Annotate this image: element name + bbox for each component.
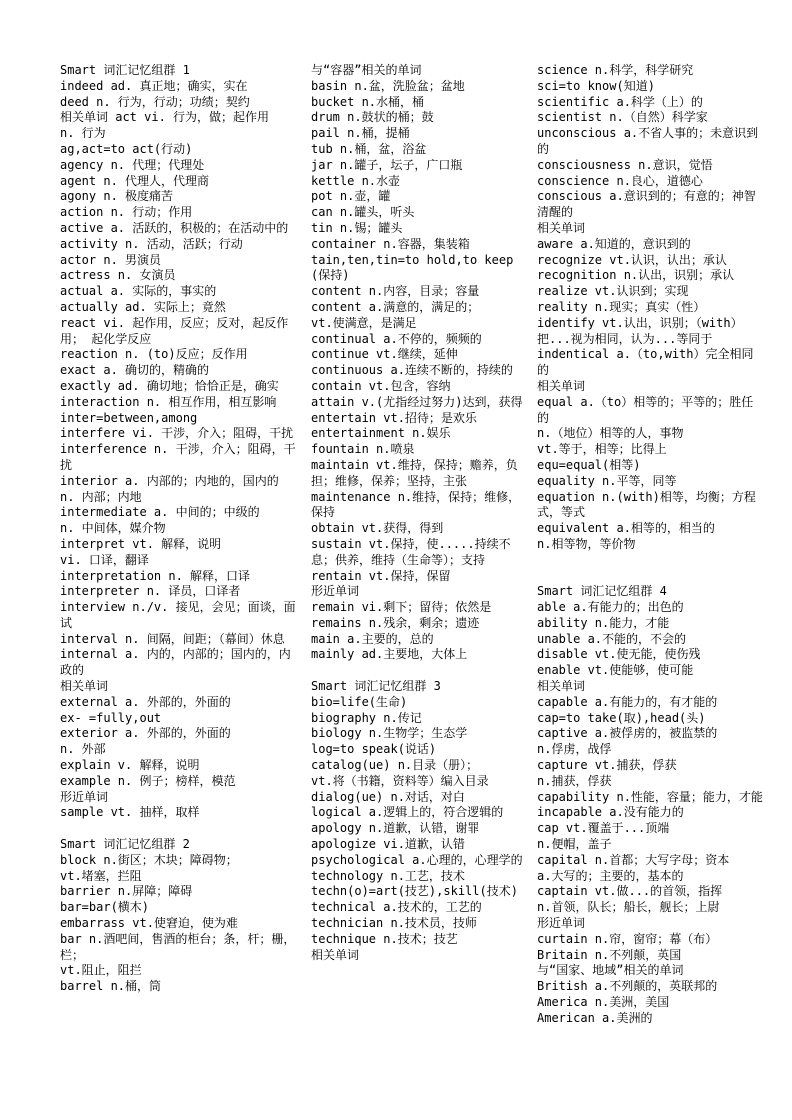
text-line: interference n. 干涉，介入；阻碍，干扰 [60, 442, 296, 472]
text-line: scientist n.（自然）科学家 [537, 110, 708, 125]
text-line: 相关单词 [537, 220, 586, 235]
text-line: interior a. 内部的；内地的，国内的 [60, 473, 279, 488]
text-line: capable a.有能力的，有才能的 [537, 694, 718, 709]
text-line: n.捕获，俘获 [537, 773, 612, 788]
text-line: pail n.桶，提桶 [311, 126, 410, 141]
text-line: technical a.技术的，工艺的 [311, 900, 482, 915]
text-line: deed n. 行为，行动；功绩；契约 [60, 94, 250, 109]
text-line: exactly ad. 确切地；恰恰正是，确实 [60, 378, 279, 393]
text-line: British a.不列颠的，英联邦的 [537, 979, 718, 994]
text-line: activity n. 活动，活跃；行动 [60, 236, 243, 251]
text-line: American a.美洲的 [537, 1010, 653, 1025]
text-line: America n.美洲，美国 [537, 995, 670, 1010]
text-line: content a.满意的，满足的； [311, 299, 480, 314]
text-line: indeed ad. 真正地；确实，实在 [60, 78, 248, 93]
text-line: conscience n.良心，道德心 [537, 173, 703, 188]
text-line: kettle n.水壶 [311, 173, 401, 188]
blank-line [537, 553, 765, 569]
text-line: interpretation n. 解释，口译 [60, 568, 251, 583]
text-line: identify vt.认出，识别；（with）把...视为相同，认为...等同于 [537, 315, 743, 346]
text-line: drum n.鼓状的桶；鼓 [311, 110, 434, 125]
text-line: catalog(ue) n.目录（册）； [311, 758, 479, 773]
text-line: interpreter n. 译员，口译者 [60, 584, 241, 599]
text-line: 相关单词 [537, 679, 586, 694]
text-line: psychological a.心理的，心理学的 [311, 852, 523, 867]
text-line: capital n.首都；大写字母；资本 [537, 852, 730, 867]
text-line: ex- =fully,out [60, 710, 162, 725]
text-line: continual a.不停的，频频的 [311, 331, 482, 346]
text-line: tain,ten,tin=to hold,to keep(保持) [311, 252, 514, 283]
text-line: continue vt.继续，延伸 [311, 347, 458, 362]
text-line: rentain vt.保持，保留 [311, 568, 451, 583]
text-line: bucket n.水桶，桶 [311, 94, 425, 109]
text-line: jar n.罐子，坛子，广口瓶 [311, 157, 463, 172]
text-line: enable vt.使能够，使可能 [537, 663, 694, 678]
text-line: pot n.壶，罐 [311, 189, 391, 204]
text-line: obtain vt.获得，得到 [311, 521, 444, 536]
column-middle [311, 63, 526, 963]
column-right [537, 63, 765, 1027]
text-line: react vi. 起作用，反应；反对，起反作用； 起化学反应 [60, 315, 289, 346]
blank-line [537, 569, 765, 585]
text-line: captive a.被俘虏的，被监禁的 [537, 726, 718, 741]
text-line: 形近单词 [537, 916, 586, 931]
text-line: logical a.逻辑上的，符合逻辑的 [311, 805, 504, 820]
text-line: 相关单词 act vi. 行为，做；起作用 [60, 110, 270, 125]
text-line: techn(o)=art(技艺),skill(技术) [311, 884, 518, 899]
text-line: tub n.桶，盆，浴盆 [311, 141, 427, 156]
text-line: n. 外部 [60, 742, 106, 757]
text-line: actor n. 男演员 [60, 252, 162, 267]
text-line: equation n.(with)相等，均衡；方程式，等式 [537, 489, 756, 520]
text-line: embarrass vt.使窘迫，使为难 [60, 916, 238, 931]
text-line: remains n.残余，剩余；遗迹 [311, 615, 480, 630]
text-line: equality n.平等，同等 [537, 473, 677, 488]
text-line: entertain vt.招待；是欢乐 [311, 410, 477, 425]
text-line: fountain n.喷泉 [311, 442, 415, 457]
text-line: curtain n.帘，窗帘；幕（布） [537, 931, 718, 946]
text-line: 相关单词 [311, 947, 360, 962]
text-line: cap vt.覆盖于...顶端 [537, 821, 670, 836]
text-line: recognition n.认出，识别；承认 [537, 268, 735, 283]
text-line: content n.内容，目录；容量 [311, 284, 480, 299]
text-line: tin n.锡；罐头 [311, 220, 403, 235]
text-line: aware a.知道的，意识到的 [537, 236, 691, 251]
text-line: apologize vi.道歉，认错 [311, 837, 465, 852]
text-line: contain vt.包含，容纳 [311, 378, 451, 393]
text-line: vt.使满意，是满足 [311, 315, 417, 330]
text-line: Smart 词汇记忆组群 2 [60, 837, 190, 852]
text-line: 相关单词 [537, 378, 586, 393]
text-line: vt.阻止，阻拦 [60, 963, 142, 978]
text-line: main a.主要的，总的 [311, 631, 434, 646]
text-line: internal a. 内的，内部的；国内的，内政的 [60, 647, 291, 678]
text-line: vt.堵塞，拦阻 [60, 868, 142, 883]
text-line: 相关单词 [60, 679, 109, 694]
text-line: n.首领，队长；船长，舰长；上尉 [537, 900, 720, 915]
text-line: continuous a.连续不断的，持续的 [311, 363, 513, 378]
text-line: indentical a.（to,with）完全相同的 [537, 347, 754, 378]
text-line: inter=between,among [60, 410, 198, 425]
text-line: 与“国家、地域”相关的单词 [537, 963, 684, 978]
text-line: sci=to know(知道) [537, 78, 655, 93]
text-line: a.大写的；主要的，基本的 [537, 868, 684, 883]
text-line: Smart 词汇记忆组群 1 [60, 63, 190, 77]
text-line: external a. 外部的，外面的 [60, 694, 231, 709]
text-line: maintenance n.维持，保持；维修，保持 [311, 489, 521, 520]
text-line: sustain vt.保持，使.....持续不息；供养，维持（生命等）；支持 [311, 536, 511, 567]
text-line: agency n. 代理；代理处 [60, 157, 205, 172]
text-line: apology n.道歉，认错，谢罪 [311, 821, 480, 836]
text-line: vt.等于，相等；比得上 [537, 442, 667, 457]
text-line: captain vt.做...的首领，指挥 [537, 884, 723, 899]
text-line: scientific a.科学（上）的 [537, 94, 703, 109]
text-line: mainly ad.主要地，大体上 [311, 647, 468, 662]
blank-line [60, 821, 300, 837]
text-line: unable a.不能的，不会的 [537, 631, 687, 646]
text-line: actress n. 女演员 [60, 268, 176, 283]
text-line: bar n.酒吧间，售酒的柜台；条，杆；栅，栏； [60, 931, 296, 962]
text-line: active a. 活跃的，积极的；在活动中的 [60, 220, 289, 235]
text-line: interval n. 间隔，间距；（幕间）休息 [60, 631, 285, 646]
text-line: dialog(ue) n.对话，对白 [311, 789, 465, 804]
text-line: science n.科学，科学研究 [537, 63, 694, 77]
blank-line [311, 663, 526, 679]
text-line: ability n.能力，才能 [537, 615, 670, 630]
text-line: capability n.性能，容量；能力，才能 [537, 789, 763, 804]
text-line: agony n. 极度痛苦 [60, 189, 174, 204]
text-line: example n. 例子；榜样，模范 [60, 773, 236, 788]
text-line: biography n.传记 [311, 710, 422, 725]
text-line: n.俘虏，战俘 [537, 742, 612, 757]
text-line: container n.容器，集装箱 [311, 236, 470, 251]
text-line: Smart 词汇记忆组群 3 [311, 679, 441, 694]
text-line: actually ad. 实际上；竟然 [60, 299, 226, 314]
text-line: recognize vt.认识，认出；承认 [537, 252, 727, 267]
text-line: disable vt.使无能，使伤残 [537, 647, 701, 662]
text-line: technology n.工艺，技术 [311, 868, 465, 883]
text-line: Britain n.不列颠，英国 [537, 947, 682, 962]
text-line: n.相等物，等价物 [537, 536, 636, 551]
text-line: barrel n.桶，筒 [60, 979, 162, 994]
text-line: log=to speak(说话) [311, 742, 437, 757]
text-line: maintain vt.维持，保持；赡养，负担；维修，保养；坚持，主张 [311, 457, 518, 488]
text-line: 与“容器”相关的单词 [311, 63, 422, 77]
text-line: technician n.技术员，技师 [311, 916, 477, 931]
text-line: reality n.现实；真实（性） [537, 299, 706, 314]
text-line: actual a. 实际的，事实的 [60, 284, 217, 299]
text-line: exterior a. 外部的，外面的 [60, 726, 231, 741]
text-line: exact a. 确切的，精确的 [60, 363, 210, 378]
text-line: vi. 口译，翻译 [60, 552, 149, 567]
text-line: vt.将（书籍，资料等）编入目录 [311, 773, 489, 788]
text-line: capture vt.捕获，俘获 [537, 758, 677, 773]
text-line: reaction n. (to)反应；反作用 [60, 347, 248, 362]
text-line: agent n. 代理人，代理商 [60, 173, 210, 188]
text-line: bar=bar(横木) [60, 900, 150, 915]
text-line: Smart 词汇记忆组群 4 [537, 584, 667, 599]
text-line: conscious a.意识到的；有意的；神智清醒的 [537, 189, 756, 220]
text-line: 形近单词 [60, 789, 109, 804]
text-line: n.便帽，盖子 [537, 837, 612, 852]
text-line: bio=life(生命) [311, 694, 408, 709]
text-line: ag,act=to act(行动) [60, 141, 193, 156]
text-line: consciousness n.意识，觉悟 [537, 157, 713, 172]
text-line: realize vt.认识到；实现 [537, 284, 689, 299]
text-line: attain v.(尤指经过努力)达到，获得 [311, 394, 523, 409]
text-line: entertainment n.娱乐 [311, 426, 451, 441]
column-left [60, 63, 300, 995]
text-line: interpret vt. 解释，说明 [60, 536, 222, 551]
text-line: basin n.盆，洗脸盆；盆地 [311, 78, 465, 93]
text-line: intermediate a. 中间的；中级的 [60, 505, 260, 520]
text-line: cap=to take(取),head(头) [537, 710, 706, 725]
text-line: equivalent a.相等的，相当的 [537, 521, 715, 536]
text-line: unconscious a.不省人事的；未意识到的 [537, 126, 759, 156]
text-line: n. 内部；内地 [60, 489, 142, 504]
text-line: sample vt. 抽样，取样 [60, 805, 200, 820]
text-line: technique n.技术；技艺 [311, 931, 458, 946]
text-line: n. 中间体，媒介物 [60, 521, 166, 536]
text-line: equ=equal(相等) [537, 457, 641, 472]
text-line: able a.有能力的；出色的 [537, 600, 684, 615]
text-line: barrier n.屏障；障碍 [60, 884, 193, 899]
text-line: equal a.（to）相等的；平等的；胜任的 [537, 394, 754, 425]
text-line: biology n.生物学；生态学 [311, 726, 468, 741]
text-line: can n.罐头，听头 [311, 205, 415, 220]
text-line: interview n./v. 接见，会见；面谈，面试 [60, 600, 296, 630]
text-line: action n. 行动；作用 [60, 205, 193, 220]
text-line: interfere vi. 干涉，介入；阻碍，干扰 [60, 426, 294, 441]
text-line: incapable a.没有能力的 [537, 805, 684, 820]
text-line: block n.街区；木块；障碍物； [60, 852, 238, 867]
text-line: interaction n. 相互作用，相互影响 [60, 394, 277, 409]
text-line: n. 行为 [60, 126, 106, 141]
text-line: explain v. 解释，说明 [60, 758, 200, 773]
text-line: n.（地位）相等的人，事物 [537, 426, 684, 441]
text-line: remain vi.剩下；留待；依然是 [311, 600, 492, 615]
text-line: 形近单词 [311, 584, 360, 599]
